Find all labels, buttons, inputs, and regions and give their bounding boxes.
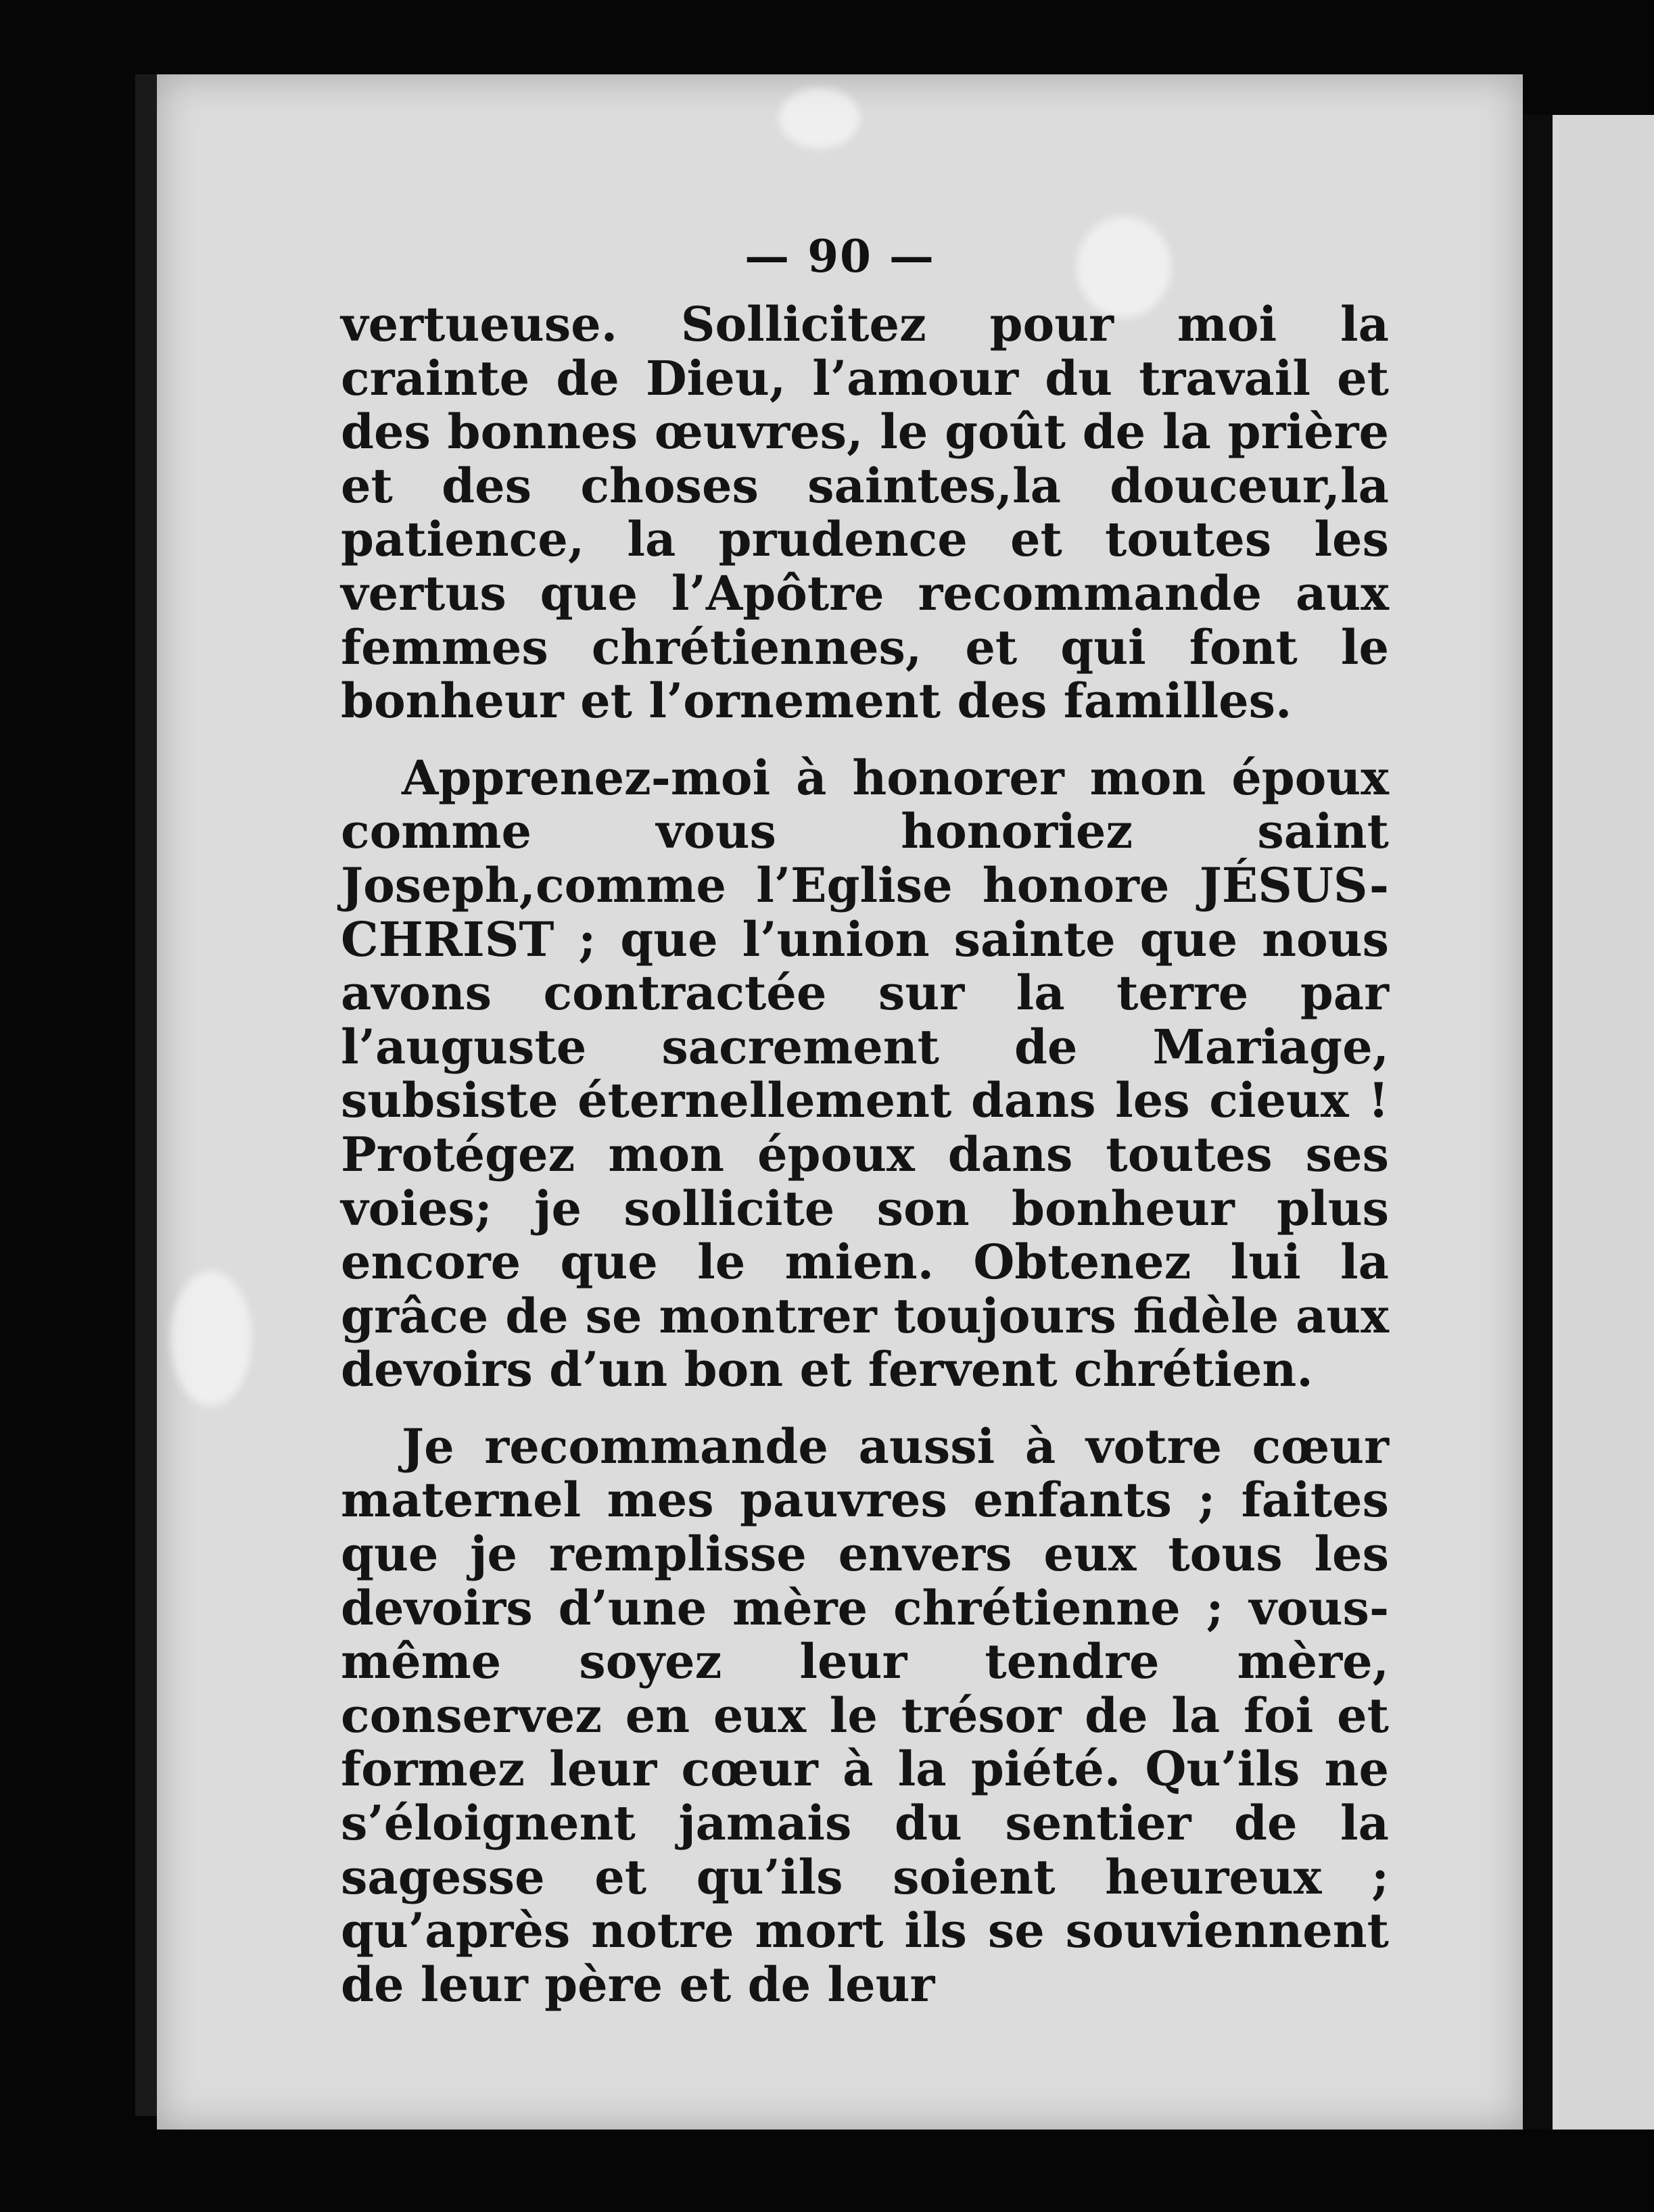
adjacent-page-edge [1553, 115, 1654, 2130]
body-text [341, 297, 1389, 2034]
page-number: — 90 — [745, 230, 935, 283]
book-page [157, 74, 1523, 2130]
paragraph: Apprenez-moi à honorer mon époux comme vous honoriez saint Joseph,comme l’Eglise honore JÉSUS-CHRIST ; que l’union sainte que nous avons contractée sur la terre par l’auguste sacrement de Mariage, subsiste éternellement dans les cieux ! Protégez mon époux dans toutes ses voies; je sollicite son bonheur plus encore que le mien. Obtenez lui la grâce de se montrer toujours fidèle aux devoirs d’un bon et fervent chrétien. [341, 749, 1389, 1398]
book-binding-edge [135, 74, 158, 2116]
paper-blemish [779, 88, 860, 149]
paragraph: Je recommande aussi à votre cœur maternel mes pauvres enfants ; faites que je remplisse envers eux tous les devoirs d’une mère chrétienne ; vous-même soyez leur tendre mère, conservez en eux le trésor de la foi et formez leur cœur à la piété. Qu’ils ne s’éloignent jamais du sentier de la sagesse et qu’ils soient heureux ; qu’après notre mort ils se souviennent de leur père et de leur [341, 1418, 1389, 2013]
paper-blemish [170, 1271, 252, 1406]
book-gutter [1523, 115, 1553, 2130]
paragraph: vertueuse. Sollicitez pour moi la crainte de Dieu, l’amour du travail et des bonnes œuvres, le goût de la prière et des choses saintes,la douceur,la patience, la prudence et toutes les vertus que l’Apôtre recommande aux femmes chrétiennes, et qui font le bonheur et l’ornement des familles. [341, 296, 1389, 729]
